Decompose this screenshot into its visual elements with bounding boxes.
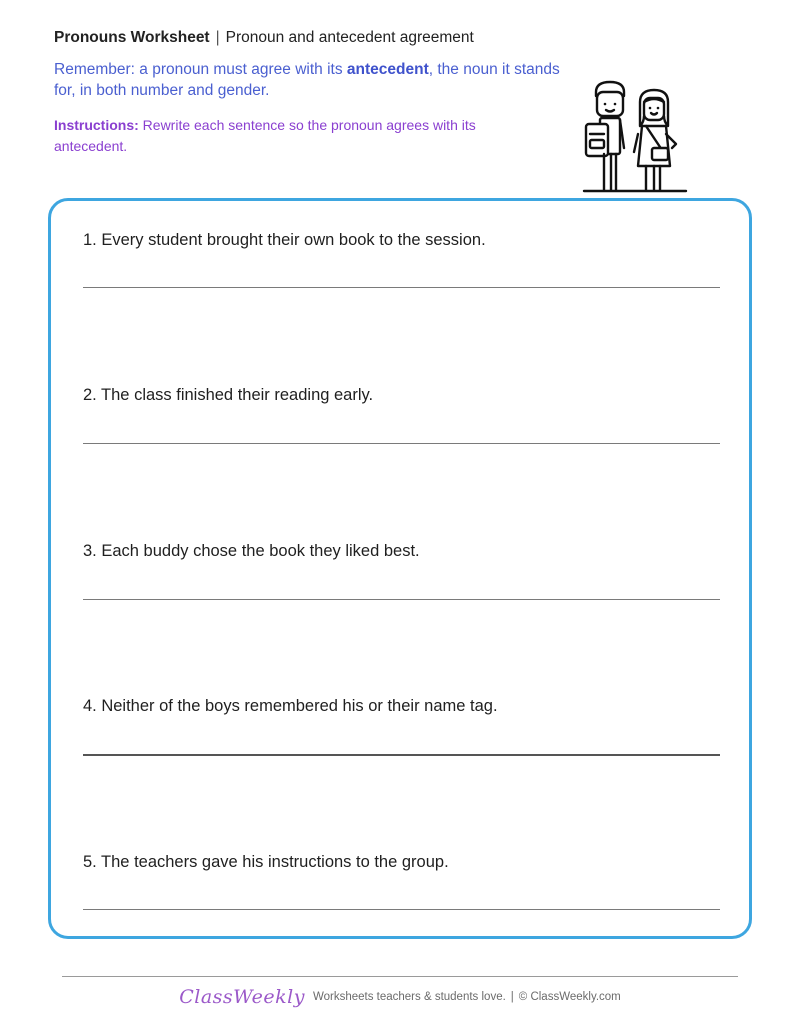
worksheet-title: Pronouns Worksheet: [54, 29, 210, 46]
answer-line[interactable]: [83, 443, 720, 444]
worksheet-header: [54, 28, 574, 157]
brand-logo: ClassWeekly: [179, 986, 305, 1008]
footer-tagline: Worksheets teachers & students love.: [312, 991, 506, 1003]
title-separator: |: [215, 29, 220, 46]
instructions-label: Instructions:: [54, 117, 139, 133]
worksheet-subtitle: Pronoun and antecedent agreement: [225, 29, 474, 46]
remember-text-end: , the noun it stands for, in both number and gender.: [54, 61, 560, 99]
answer-line[interactable]: [83, 287, 720, 288]
question-text: 5. The teachers gave his instructions to the group.: [83, 853, 449, 871]
question-4: [83, 695, 723, 717]
remember-text-start: Remember: a pronoun must agree with its: [54, 61, 347, 78]
question-2: [83, 384, 723, 406]
remember-keyword: antecedent: [346, 61, 429, 78]
footer-divider: [62, 976, 738, 977]
answer-line[interactable]: [83, 754, 720, 756]
footer-separator: |: [510, 991, 514, 1003]
question-1: [83, 229, 723, 251]
questions-box: [48, 198, 752, 939]
question-5: [83, 851, 723, 873]
remember-note: [54, 59, 574, 101]
answer-line[interactable]: [83, 599, 720, 600]
instructions-text: Rewrite each sentence so the pronoun agrees with its antecedent.: [54, 117, 476, 154]
question-text: 1. Every student brought their own book to the session.: [83, 231, 486, 249]
question-text: 4. Neither of the boys remembered his or their name tag.: [83, 697, 498, 715]
instructions: [54, 115, 514, 157]
footer: [0, 986, 800, 1008]
question-text: 3. Each buddy chose the book they liked best.: [83, 542, 420, 560]
question-text: 2. The class finished their reading early.: [83, 386, 374, 404]
title-row: [54, 28, 574, 48]
students-icon: [580, 78, 690, 196]
question-3: [83, 540, 723, 562]
answer-line[interactable]: [83, 909, 720, 910]
footer-copyright: © ClassWeekly.com: [518, 991, 621, 1003]
